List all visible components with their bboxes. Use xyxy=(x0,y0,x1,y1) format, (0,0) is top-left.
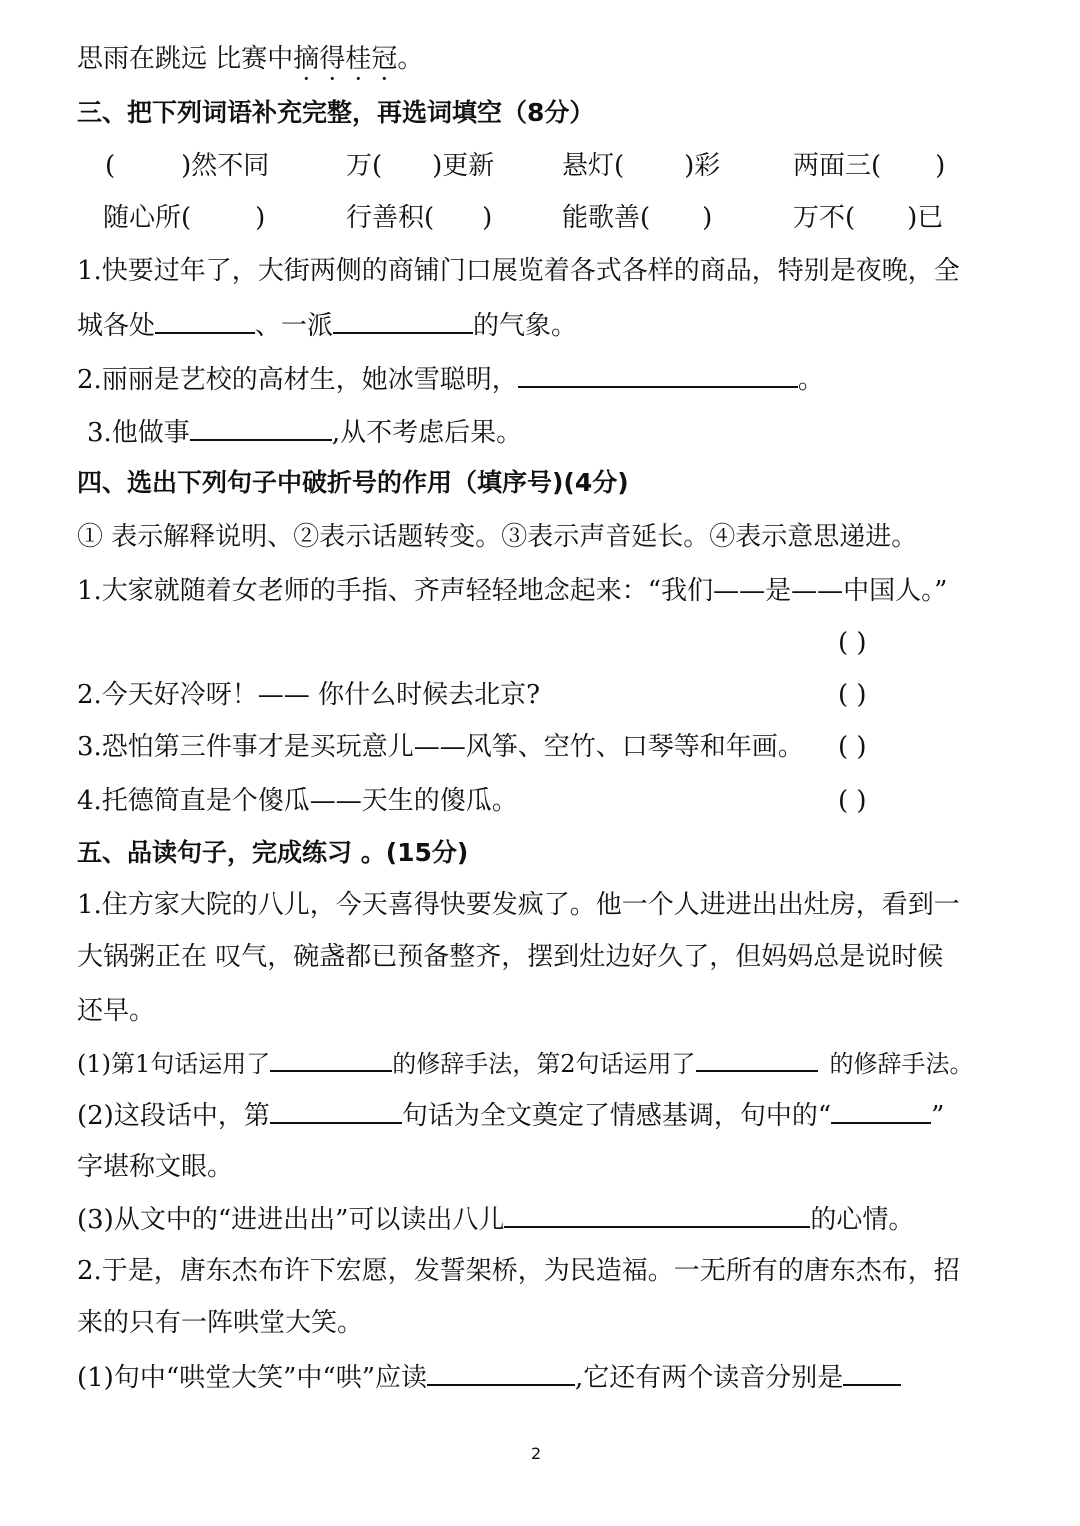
sentence-line xyxy=(77,42,423,76)
dotted-char: 得 xyxy=(319,44,346,74)
answer-blank[interactable] xyxy=(504,1202,810,1228)
answer-blank[interactable] xyxy=(831,1098,931,1124)
dotted-char: 摘 xyxy=(293,44,320,74)
answer-blank[interactable] xyxy=(333,308,473,334)
question-text: 3.恐怕第三件事才是买玩意儿——风筝、空竹、口琴等和年画。 xyxy=(77,732,804,762)
idiom-item: 两面三( ) xyxy=(793,151,946,181)
question-text: 2.今天好冷呀！—— 你什么时候去北京? xyxy=(77,680,541,710)
idiom-item: ( )然不同 xyxy=(105,151,270,181)
answer-paren[interactable]: ( ) xyxy=(838,732,867,762)
question-line: 3.他做事 ,从不考虑后果。 xyxy=(87,415,522,450)
dotted-char: 冠 xyxy=(371,44,398,74)
answer-blank[interactable] xyxy=(427,1360,575,1386)
idiom-item: 行善积( ) xyxy=(346,203,493,233)
idiom-item: 万不( )已 xyxy=(793,203,944,233)
idiom-item: 能歌善( ) xyxy=(562,203,713,233)
answer-blank[interactable] xyxy=(270,1098,402,1124)
passage-text: 大锅粥正在 叹气，碗盏都已预备整齐，摆到灶边好久了，但妈妈总是说时候 xyxy=(77,942,944,972)
answer-paren[interactable]: ( ) xyxy=(838,786,867,816)
answer-blank[interactable] xyxy=(190,415,332,441)
question-text: 4.托德简直是个傻瓜——天生的傻瓜。 xyxy=(77,786,518,816)
answer-blank[interactable] xyxy=(155,308,255,334)
question-text: 1.大家就随着女老师的手指、齐声轻轻地念起来：“我们——是——中国人。” xyxy=(77,576,948,606)
question-line: (2)这段话中，第 句话为全文奠定了情感基调，句中的“ ” xyxy=(77,1098,944,1133)
sentence-end: 。 xyxy=(397,44,424,74)
answer-paren[interactable]: ( ) xyxy=(838,628,867,658)
question-line: 城各处 、一派 的气象。 xyxy=(77,308,577,343)
answer-blank[interactable] xyxy=(843,1360,901,1386)
question-text: 1.快要过年了，大街两侧的商铺门口展览着各式各样的商品，特别是夜晚，全 xyxy=(77,256,960,286)
passage-text: 2.于是，唐东杰布许下宏愿，发誓架桥，为民造福。一无所有的唐东杰布，招 xyxy=(77,1256,960,1286)
idiom-item: 悬灯( )彩 xyxy=(562,151,721,181)
question-line: (3)从文中的“进进出出”可以读出八儿 的心情。 xyxy=(77,1202,914,1237)
idiom-item: 万( )更新 xyxy=(346,151,495,181)
dotted-char: 桂 xyxy=(345,44,372,74)
section-3-title: 三、把下列词语补充完整，再选词填空（8分） xyxy=(77,98,595,127)
options-text: ① 表示解释说明、②表示话题转变。③表示声音延长。④表示意思递进。 xyxy=(77,522,918,552)
passage-text: 来的只有一阵哄堂大笑。 xyxy=(77,1308,364,1338)
question-line: (1)句中“哄堂大笑”中“哄”应读 ,它还有两个读音分别是 xyxy=(77,1360,901,1395)
question-text: 字堪称文眼。 xyxy=(77,1152,234,1182)
answer-blank[interactable] xyxy=(518,362,798,388)
answer-blank[interactable] xyxy=(270,1046,392,1072)
question-line: (1)第1句话运用了 的修辞手法，第2句话运用了 的修辞手法。 xyxy=(77,1046,974,1081)
page-number: 2 xyxy=(531,1444,542,1463)
section-4-title: 四、选出下列句子中破折号的作用（填序号)(4分) xyxy=(77,468,629,497)
answer-blank[interactable] xyxy=(696,1046,818,1072)
passage-text: 1.住方家大院的八儿，今天喜得快要发疯了。他一个人进进出出灶房，看到一 xyxy=(77,890,960,920)
sentence-text: 思雨在跳远 比赛中 xyxy=(77,44,294,74)
passage-text: 还早。 xyxy=(77,996,156,1026)
section-5-title: 五、品读句子，完成练习 。(15分) xyxy=(77,838,469,867)
answer-paren[interactable]: ( ) xyxy=(838,680,867,710)
question-line: 2.丽丽是艺校的高材生，她冰雪聪明， 。 xyxy=(77,362,824,397)
idiom-item: 随心所( ) xyxy=(103,203,266,233)
